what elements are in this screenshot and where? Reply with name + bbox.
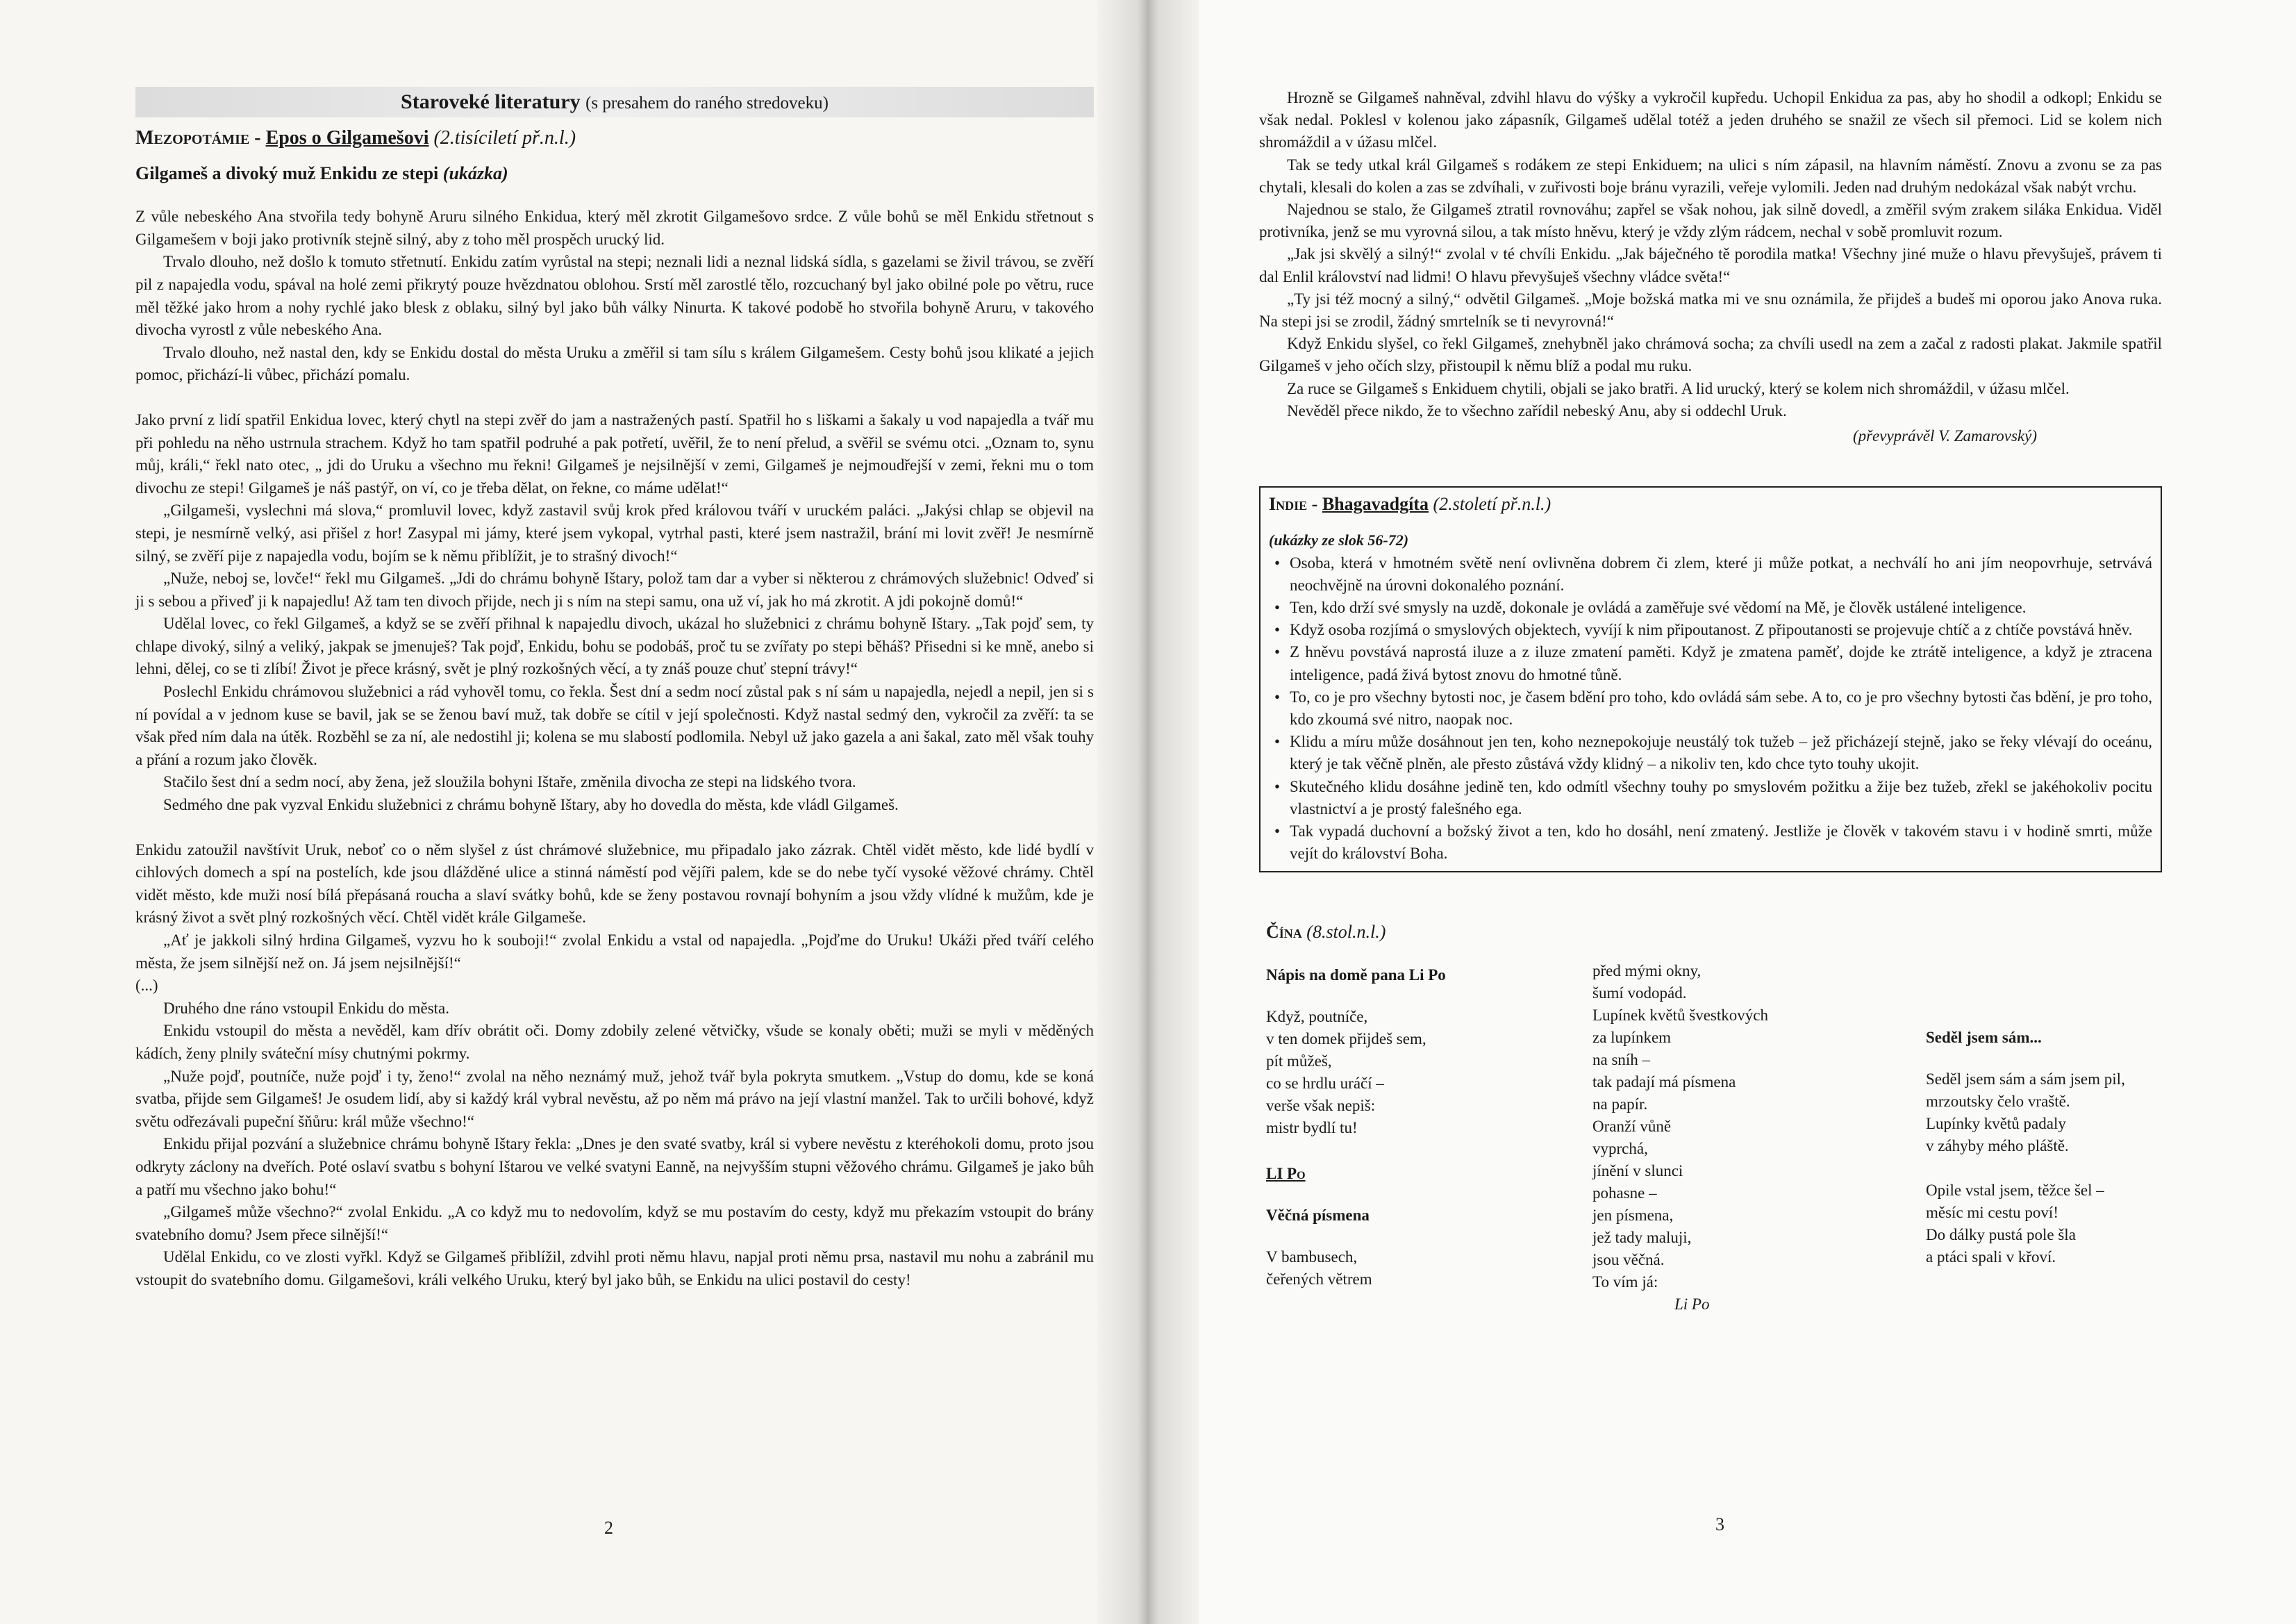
paragraph: Sedmého dne pak vyzval Enkidu služebnici z chrámu bohyně Ištary, aby ho dovedla do města, kde vládl Gilgameš. (163, 796, 899, 814)
heading-dash: - (1307, 494, 1322, 515)
verse-item: • Ten, kdo drží své smysly na uzdě, dokonale je ovládá a zaměřuje své vědomí na Mě, je člověk ustálené inteligence. (1269, 597, 2152, 619)
paragraph: „Ty jsi též mocný a silný,“ odvětil Gilgameš. „Moje božská matka mi ve snu oznámila, že přijdeš a budeš mi oporou jako Anova ruka. Na stepi jsi se zrodil, žádný smrtelník se ti nevyrovná!“ (1259, 290, 2162, 331)
poem-title: Věčná písmena (1266, 1206, 1370, 1224)
poem-line: Lupínek květů švestkových (1592, 1006, 1768, 1024)
excerpt-title: Gilgameš a divoký muž Enkidu ze stepi (135, 163, 443, 183)
poem-line: na papír. (1592, 1095, 1648, 1113)
paragraph: „Jak jsi skvělý a silný!“ zvolal v té chvíli Enkidu. „Jak báječného tě porodila matka! Všechny jiné muže o hlavu převyšuješ, právem ti dal Enlil království nad lidmi! O hlavu převyšuješ všechny vládce světa!“ (1259, 245, 2162, 285)
poem-line: jínění v slunci (1592, 1161, 1683, 1179)
work-date: (2.tisíciletí př.n.l.) (429, 127, 576, 149)
poem-line: pít můžeš, (1266, 1052, 1332, 1070)
banner-title: Staroveké literatury (401, 90, 581, 113)
poem-line: Lupínky květů padaly (1926, 1114, 2066, 1132)
verse-item: • Tak vypadá duchovní a božský život a ten, kdo ho dosáhl, není zmatený. Jestliže je člověk v takovém stavu i v hodině smrti, může vejít do království Boha. (1269, 820, 2152, 865)
poem-line: vyprchá, (1592, 1139, 1648, 1157)
work-title: Bhagavadgíta (1322, 494, 1429, 515)
right-body-text (1259, 87, 2162, 422)
poem-line: šumí vodopád. (1592, 984, 1687, 1002)
verse-list (1269, 552, 2152, 865)
region-label: Indie (1269, 494, 1308, 515)
paragraph: „Ať je jakkoli silný hrdina Gilgameš, vyzvu ho k souboji!“ zvolal Enkidu a vstal od napajedla. „Pojďme do Uruku! Ukáži před tváří celého města, že jsem silnější než on. Já jsem nejsilnější!“ (135, 931, 1094, 972)
poem-line: Seděl jsem sám a sám jsem pil, (1926, 1070, 2125, 1088)
poem-line: co se hrdlu uráčí – (1266, 1074, 1384, 1092)
poem-column-1 (1266, 964, 1446, 1291)
poem-line: a ptáci spali v křoví. (1926, 1248, 2056, 1266)
excerpt-note: (ukázka) (442, 163, 508, 183)
left-column (135, 87, 1094, 1292)
poem-line: mistr bydlí tu! (1266, 1118, 1358, 1136)
paragraph: Stačilo šest dní a sedm nocí, aby žena, jež sloužila bohyni Ištaře, změnila divocha ze stepi na lidského tvora. (163, 773, 856, 791)
poem-lines (1592, 960, 1768, 1293)
poem-line: za lupínkem (1592, 1028, 1672, 1046)
section-heading-china (1266, 921, 2162, 943)
paragraph: „Nuže, neboj se, lovče!“ řekl mu Gilgameš. „Jdi do chrámu bohyně Ištary, polož tam dar a vyber si některou z chrámových služebnic! Odveď si ji s sebou a přiveď ji k napajedlu! Až tam ten divoch přijde, nech ji s ním na stepi samu, ona už ví, jak ho má zkrotit. A jdi pokojně domů!“ (135, 570, 1094, 610)
verse-item: • Z hněvu povstává naprostá iluze a z iluze zmatení paměti. Když je zmatena paměť, dojde ke ztrátě inteligence, a když je ztracena inteligence, padá živá bytost znovu do hmotné tůně. (1269, 641, 2152, 686)
paragraph: Trvalo dlouho, než došlo k tomuto střetnutí. Enkidu zatím vyrůstal na stepi; neznali lidi a neznal lidská sídla, s gazelami se živil trávou, se zvěří pil z napajedla vodu, spával na holé zemi přikrytý pouze hvězdnatou oblohou. Srstí měl zarostlé tělo, rozcuchaný byl jako obilné pole po větru, ruce měl těžké jako hrom a nohy rychlé jako blesk z oblaku, silný byl jako bůh války Ninurta. K takové podobě ho stvořila bohyně Aruru, v takového divocha vyrostl z vůle nebeského Ana. (135, 253, 1094, 339)
section-heading-india (1269, 493, 2152, 515)
poem-signature: Li Po (1674, 1295, 1710, 1313)
poem-line: na sníh – (1592, 1050, 1651, 1068)
verse-item: • Osoba, která v hmotném světě není ovlivněna dobrem či zlem, které ji může potkat, a nechválí ho ani jím neopovrhuje, setrvává neochvějně na úrovni dokonalého poznání. (1269, 552, 2152, 597)
paragraph: „Nuže pojď, poutníče, nuže pojď i ty, ženo!“ zvolal na něho neznámý muž, jehož tvář byla pokryta smutkem. „Vstup do domu, kde se koná svatba, přijde sem Gilgameš! Je osudem lidí, aby si každý král vybral nevěstu, až po něm má právo na její vlastní manžel. Tak to určili bohové, když světu odřezávali pupeční šňůru: král může všechno!“ (135, 1067, 1094, 1130)
region-label: Čína (1266, 921, 1302, 942)
paragraph: Když Enkidu slyšel, co řekl Gilgameš, znehybněl jako chrámová socha; za chvíli usedl na zem a začal z radosti plakat. Jakmile spatřil Gilgameš v jeho očích slzy, přistoupil k němu blíž a podal mu ruku. (1259, 335, 2162, 375)
poem-line: pohasne – (1592, 1184, 1657, 1202)
poem-line: v ten domek přijdeš sem, (1266, 1029, 1426, 1047)
poem-line: Opile vstal jsem, těžce šel – (1926, 1181, 2104, 1199)
work-date: (8.stol.n.l.) (1301, 921, 1386, 942)
paragraph: „Gilgameš může všechno?“ zvolal Enkidu. „A co když mu to nedovolím, když se mu postavím do cesty, když mu překazím vstoupit do brány svatebního domu? Jsem přece silnější!“ (135, 1203, 1094, 1243)
india-box (1259, 486, 2162, 872)
paragraph: Poslechl Enkidu chrámovou služebnici a rád vyhověl tomu, co řekla. Šest dní a sedm nocí zůstal pak s ní sám u napajedla, nejedl a nepil, jen si s ní povídal a v jednom kuse se bavil, jak se se ženou baví muž, tak dobře se cítil v její společnosti. Když nastal sedmý den, vykročil za zvěří: ta se však před ním dala na útěk. Rozběhl se za ní, ale nedostihl ji; kolena se mu slabostí podlomila. Nebyl už jako gazela a ani šakal, zato měl však touhy a přání a rozum jako člověk. (135, 683, 1094, 768)
poem-title: Seděl jsem sám... (1926, 1028, 2042, 1046)
poem-lines (1266, 1246, 1446, 1291)
poems-block (1259, 961, 2162, 1353)
poem-lines (1926, 1068, 2125, 1268)
verse-item: • To, co je pro všechny bytosti noc, je časem bdění pro toho, kdo ovládá sám sebe. A to, co je pro všechny bytosti čas bdění, je pro toho, kdo zkoumá své nitro, naopak noc. (1269, 686, 2152, 731)
section-heading-mesopotamia (135, 127, 1094, 150)
heading-dash: - (249, 127, 266, 149)
poem-line: tak padají má písmena (1592, 1072, 1736, 1091)
poem-title: Nápis na domě pana Li Po (1266, 966, 1446, 984)
verse-item: • Skutečného klidu dosáhne jedině ten, kdo odmítl všechny touhy po smyslovém požitku a žije bez tužeb, zřekl se jakéhokoliv pocitu vlastnictví a je prostý falešného ega. (1269, 776, 2152, 820)
work-title: Epos o Gilgamešovi (265, 127, 429, 149)
region-label: Mezopotámie (135, 127, 250, 149)
left-body-text (135, 206, 1094, 1291)
author-name: LI Po (1266, 1164, 1306, 1182)
banner-subtitle: (s presahem do raného stredoveku) (585, 94, 829, 113)
paragraph: Tak se tedy utkal král Gilgameš s rodákem ze stepi Enkiduem; na ulici s ním zápasil, na hlavním náměstí. Znovu a zvonu se za pas chytali, klesali do kolen a zas se zdvíhali, v zuřivosti boje bránu vyrazili, veřeje vylomili. Jeden nad druhým nedokázal však nabýt vrchu. (1259, 156, 2162, 196)
paragraph-gap (135, 387, 1094, 409)
paragraph: „Gilgameši, vyslechni má slova,“ promluvil lovec, když zastavil svůj krok před královou tváří v uruckém paláci. „Jakýsi chlap se objevil na stepi, je nesmírně velký, asi přišel z hor! Zasypal mi jámy, které jsem vykopal, vytrhal pasti, které jsem nastražil, brání mi lovit zvěř! Je nesmírně silný, se zvěří pije z napajedla vodu, bojím se k němu přiblížit, je to strašný divoch!“ (135, 502, 1094, 565)
poem-line: před mými okny, (1592, 961, 1702, 979)
poem-line: Když, poutníče, (1266, 1007, 1368, 1025)
poem-line (1926, 1157, 2125, 1179)
poem-line: jsou věčná. (1592, 1250, 1665, 1268)
poem-line: V bambusech, (1266, 1248, 1358, 1266)
paragraph: Hrozně se Gilgameš nahněval, zdvihl hlavu do výšky a vykročil kupředu. Uchopil Enkidua za pas, aby ho shodil a odkopl; Enkidu se však nedal. Poklesl v kolenou jako zápasník, Gilgameš udělal totéž a jeden druhého se snažil ze všech sil přemoci. Lid se kolem nich shromáždil a v úžasu mlčel. (1259, 89, 2162, 151)
poem-line: To vím já: (1592, 1273, 1658, 1291)
poem-lines (1266, 1006, 1446, 1139)
poem-line: mrzoutsky čelo vraště. (1926, 1092, 2070, 1110)
poem-line: jež tady maluji, (1592, 1228, 1692, 1246)
paragraph: Nevěděl přece nikdo, že to všechno zařídil nebeský Anu, aby si oddechl Uruk. (1287, 401, 1787, 420)
excerpt-note: (ukázky ze slok 56-72) (1269, 531, 1409, 549)
poem-line: verše však nepiš: (1266, 1096, 1376, 1114)
paragraph: Z vůle nebeského Ana stvořila tedy bohyně Aruru silného Enkidua, který měl zkrotit Gilgamešovo srdce. Z vůle bohů se měl Enkidu střetnout s Gilgamešem v boji jako protivník stejně silný, aby z toho měl prospěch urucký lid. (135, 208, 1094, 248)
poem-line: Do dálky pustá pole šla (1926, 1225, 2076, 1243)
paragraph: Enkidu přijal pozvání a služebnice chrámu bohyně Ištary řekla: „Dnes je den svaté svatby, král si vybere nevěstu z kteréhokoli domu, proto jsou odkryty záclony na dveřích. Poté oslaví svatbu s bohyní Ištarou ve velké svatyni Eanně, na nejvyšším stupni věžového chrámu. Gilgameš je jako bůh a patří mu všechno jako bohu!“ (135, 1135, 1094, 1198)
work-date: (2.století př.n.l.) (1428, 494, 1552, 515)
paragraph-gap (135, 817, 1094, 839)
paragraph: Enkidu vstoupil do města a nevěděl, kam dřív obrátit oči. Domy zdobily zelené větvičky, všude se konaly oběti; muži se myli v měděných kádích, ženy plnily sváteční mísy chutnými pokrmy. (135, 1022, 1094, 1062)
verse-item: • Když osoba rozjímá o smyslových objektech, vyvíjí k nim připoutanost. Z připoutanosti se projevuje chtíč a z chtíče povstává hněv. (1269, 619, 2152, 641)
poem-column-3 (1926, 1027, 2125, 1268)
poem-line: měsíc mi cestu poví! (1926, 1203, 2058, 1221)
paragraph: (...) (135, 977, 158, 995)
poem-line: jen písmena, (1592, 1206, 1674, 1224)
paragraph: Za ruce se Gilgameš s Enkiduem chytili, objali se jako bratři. A lid urucký, který se kolem nich shromáždil, v úžasu mlčel. (1287, 379, 2070, 397)
page-number: 2 (604, 1518, 613, 1538)
poem-line: v záhyby mého pláště. (1926, 1136, 2069, 1154)
paragraph: Druhého dne ráno vstoupil Enkidu do města. (163, 999, 450, 1017)
excerpt-heading (135, 163, 1094, 185)
poem-column-2 (1592, 960, 1768, 1316)
paragraph: Udělal Enkidu, co ve zlosti vyřkl. Když se Gilgameš přiblížil, zdvihl proti němu hlavu, napjal proti němu prsa, nastavil mu nohu a zabránil mu vstoupit do svatebního domu. Gilgamešovi, králi velkého Uruku, který byl jako bůh, se Enkidu na ulici postavil do cesty! (135, 1248, 1094, 1289)
paragraph: Enkidu zatoužil navštívit Uruk, neboť co o něm slyšel z úst chrámové služebnice, mu připadalo jako zázrak. Chtěl vidět město, kde lidé bydlí v cihlových domech a spí na postelích, kde jsou dlážděné ulice a stinná náměstí pod vějíři palem, kde se do nebe tyčí vysoké věžové chrámy. Chtěl vidět město, kde muži nosí bílá přepásaná roucha a slaví svátky bohů, kde se ženy postavou rovnají bohyním a jsou vždy vlídné k mužům, kde je krásný život a svět plný rozkošných věcí. Chtěl vidět krále Gilgameše. (135, 840, 1094, 927)
verse-item: • Klidu a míru může dosáhnout jen ten, koho neznepokojuje neustálý tok tužeb – jež přicházejí stejně, jako se řeky vlévají do oceánu, který je tak věčně plněn, ale přesto zůstává vždy klidný – a nikoliv ten, kdo chce tyto touhy ukojit. (1269, 731, 2152, 775)
paragraph: Udělal lovec, co řekl Gilgameš, a když se se zvěří přihnal k napajedlu divoch, ukázal ho služebnici z chrámu bohyně Ištary. „Tak pojď sem, ty chlape divoký, silný a veliký, jakpak se jmenuješ? Tak pojď, Enkidu, bohu se podobáš, proč tu se zvířaty po stepi běháš? Přisedni si ke mně, anebo si lehni, dělej, co se ti zlíbí! Život je přece krásný, svět je plný rozkošných věcí, a ty znáš pouze chuť stepní trávy!“ (135, 615, 1094, 678)
paragraph: Trvalo dlouho, než nastal den, kdy se Enkidu dostal do města Uruku a změřil si tam sílu s králem Gilgamešem. Cesty bohů jsou klikaté a jejich pomoc, přichází-li vůbec, přichází pomalu. (135, 343, 1094, 384)
reteller-credit: (převyprávěl V. Zamarovský) (1852, 427, 2037, 445)
poem-line: Oranží vůně (1592, 1117, 1672, 1135)
right-column (1259, 87, 2162, 1353)
poem-line: čeřených větrem (1266, 1270, 1372, 1288)
paragraph: Najednou se stalo, že Gilgameš ztratil rovnováhu; zapřel se však nohou, jak silně dovedl, a změřil svým zrakem siláka Enkidua. Viděl protivníka, jenž se mu vyrovná silou, a tak místo hněvu, který je vždy zlým rádcem, nechal v sobě promluvit rozum. (1259, 201, 2162, 241)
chapter-banner (135, 87, 1094, 117)
page-number: 3 (1715, 1514, 1724, 1534)
paragraph: Jako první z lidí spatřil Enkidua lovec, který chytl na stepi zvěř do jam a nastražených pastí. Spatřil ho s liškami a šakaly u vod napajedla a tvář mu při pohledu na něho ustrnula strachem. Když ho tam spatřil podruhé a pak potřetí, uvěřil, že to není přelud, a svěřil se svému otci. „Oznam to, synu můj, králi,“ řekl nato otec, „ jdi do Uruku a všechno mu řekni! Gilgameš je nejsilnější v zemi, Gilgameš je nejmoudřejší v zemi, řekni mu o tom divochu ze stepi! Gilgameš je náš pastýř, on ví, co je třeba dělat, on řekne, co máme udělat!“ (135, 411, 1094, 497)
